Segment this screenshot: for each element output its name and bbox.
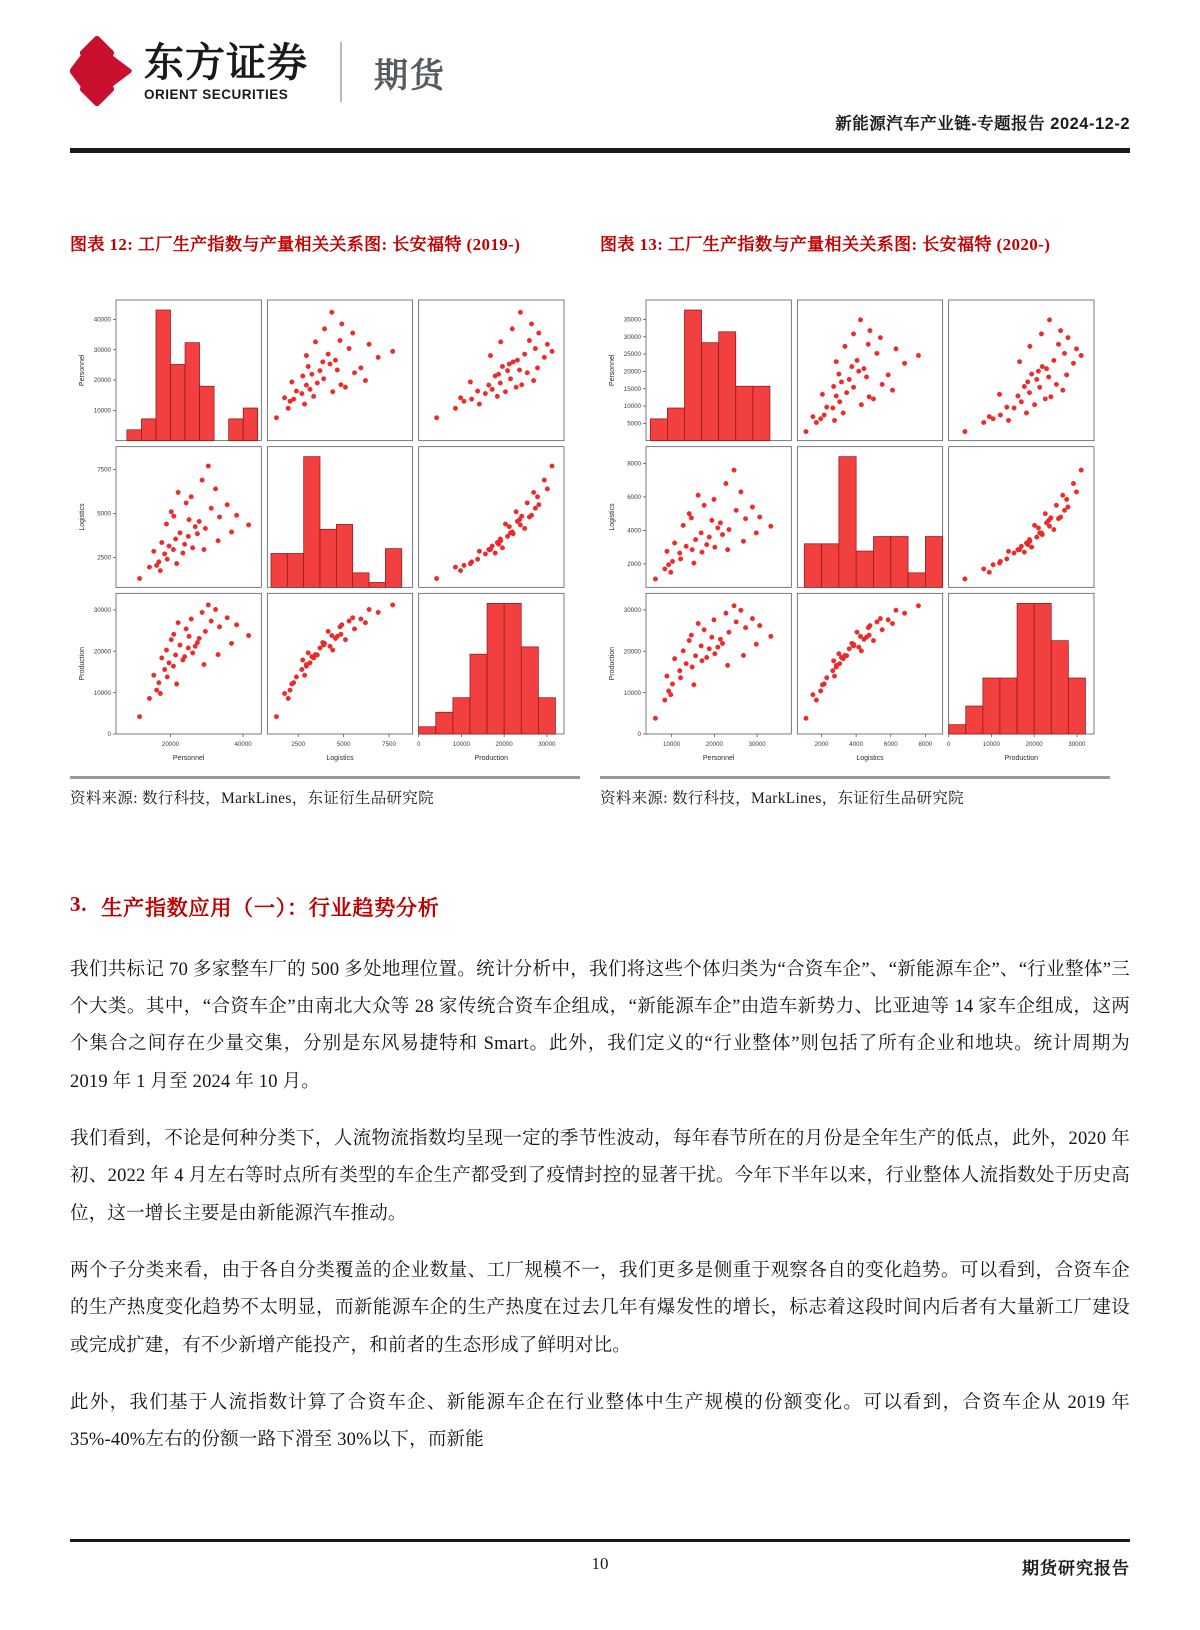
paragraph-3: 两个子分类来看，由于各自分类覆盖的企业数量、工厂规模不一，我们更多是侧重于观察各自的变化趋势。可以看到，合资车企的生产热度变化趋势不太明显，而新能源车企的生产热度在过去几年有爆发性的增长，标志着这段时间内后者有大量新工厂建设或完成扩建，有不少新增产能投产，和前者的生态形成了鲜明对比。 <box>70 1261 1130 1356</box>
svg-text:4000: 4000 <box>849 741 864 748</box>
svg-text:20000: 20000 <box>495 741 513 748</box>
svg-text:6000: 6000 <box>883 741 898 748</box>
section-heading <box>70 892 1130 922</box>
figure-13-title: 图表 13: 工厂生产指数与产量相关关系图: 长安福特 (2020-) <box>600 235 1051 254</box>
scatter-matrix-13 <box>600 292 1100 770</box>
figure-12-source: 资料来源: 数行科技，MarkLines，东证衍生品研究院 <box>70 789 434 807</box>
svg-text:0: 0 <box>946 741 951 748</box>
orient-securities-diamond-icon <box>70 38 128 106</box>
svg-text:10000: 10000 <box>93 689 111 697</box>
svg-text:0: 0 <box>637 731 641 739</box>
scatter-matrix-12 <box>70 292 570 770</box>
figure-12-title: 图表 12: 工厂生产指数与产量相关关系图: 长安福特 (2019-) <box>70 235 521 254</box>
svg-text:15000: 15000 <box>623 385 641 393</box>
svg-text:20000: 20000 <box>705 741 724 748</box>
svg-text:2000: 2000 <box>627 561 641 569</box>
svg-text:Personnel: Personnel <box>609 354 616 387</box>
header-divider-rule <box>70 148 1130 153</box>
footer-report-label: 期货研究报告 <box>1022 1559 1130 1578</box>
svg-text:20000: 20000 <box>623 648 641 656</box>
svg-text:2500: 2500 <box>291 741 306 748</box>
logo-divider <box>340 42 342 102</box>
svg-text:30000: 30000 <box>623 607 641 615</box>
svg-text:30000: 30000 <box>1068 741 1086 748</box>
svg-text:8000: 8000 <box>918 741 933 748</box>
svg-text:30000: 30000 <box>748 741 766 748</box>
svg-text:30000: 30000 <box>93 346 111 354</box>
svg-text:Personnel: Personnel <box>702 755 735 762</box>
svg-text:20000: 20000 <box>93 648 111 656</box>
svg-text:Logistics: Logistics <box>856 755 884 762</box>
figure-13-source: 资料来源: 数行科技，MarkLines，东证衍生品研究院 <box>600 789 964 807</box>
svg-text:40000: 40000 <box>93 316 111 324</box>
paragraph-4: 此外，我们基于人流指数计算了合资车企、新能源车企在行业整体中生产规模的份额变化。可以看到，合资车企从 2019 年 35%-40%左右的份额一路下滑至 30%以下，而新能 <box>70 1393 1130 1451</box>
figure-row <box>70 232 1130 808</box>
svg-text:8000: 8000 <box>627 460 641 468</box>
svg-text:10000: 10000 <box>663 741 681 748</box>
page-header <box>70 0 1130 150</box>
svg-text:Logistics: Logistics <box>326 755 354 762</box>
logo-division-label: 期货 <box>374 56 446 95</box>
svg-text:10000: 10000 <box>982 741 1001 748</box>
body-text <box>70 952 1130 1460</box>
svg-text:0: 0 <box>416 741 421 748</box>
section-title: 生产指数应用（一）：行业趋势分析 <box>101 895 440 920</box>
page-footer <box>70 1554 1130 1584</box>
svg-text:7500: 7500 <box>382 741 396 748</box>
logo-wordmark <box>144 42 308 102</box>
svg-text:Production: Production <box>79 646 86 681</box>
svg-text:10000: 10000 <box>452 741 471 748</box>
svg-text:20000: 20000 <box>93 377 111 385</box>
figure-13-chart <box>600 292 1110 770</box>
section-number: 3. <box>70 891 88 916</box>
svg-text:20000: 20000 <box>1025 741 1043 748</box>
svg-text:5000: 5000 <box>97 510 111 518</box>
svg-text:5000: 5000 <box>336 741 351 748</box>
logo-english-name: ORIENT SECURITIES <box>144 87 289 102</box>
svg-text:30000: 30000 <box>538 741 556 748</box>
figure-12 <box>70 232 580 808</box>
svg-text:Production: Production <box>1004 755 1039 762</box>
svg-text:4000: 4000 <box>627 527 641 535</box>
svg-text:Production: Production <box>474 755 509 762</box>
svg-text:0: 0 <box>107 731 111 739</box>
svg-text:2500: 2500 <box>97 554 111 562</box>
svg-text:30000: 30000 <box>93 607 111 615</box>
svg-text:40000: 40000 <box>234 741 252 748</box>
svg-text:Personnel: Personnel <box>172 755 205 762</box>
company-logo <box>70 38 1130 106</box>
svg-text:30000: 30000 <box>623 333 641 341</box>
svg-text:Logistics: Logistics <box>79 503 86 531</box>
svg-text:5000: 5000 <box>627 420 641 428</box>
svg-text:7500: 7500 <box>97 466 111 474</box>
paragraph-2: 我们看到，不论是何种分类下，人流物流指数均呈现一定的季节性波动，每年春节所在的月份是全年生产的低点，此外，2020 年初、2022 年 4 月左右等时点所有类型的车企生产都受到了疫情封控的显著干扰。今年下半年以来，行业整体人流指数处于历史高位，这一增长主要是由新能源汽车推动。 <box>70 1128 1130 1224</box>
figure-13 <box>600 232 1110 808</box>
footer-divider-rule <box>70 1539 1130 1542</box>
svg-text:10000: 10000 <box>623 689 641 697</box>
paragraph-1: 我们共标记 70 多家整车厂的 500 多处地理位置。统计分析中，我们将这些个体归类为“合资车企”、“新能源车企”、“行业整体”三个大类。其中，“合资车企”由南北大众等 28 家传统合资车企组成，“新能源车企”由造车新势力、比亚迪等 14 家车企组成，这两个集合之间存在少量交集，分别是东风易捷特和 Smart。此外，我们定义的“行业整体”则包括了所有企业和地块。统计周期为 2019 年 1 月至 2024 年 10 月。 <box>70 959 1130 1092</box>
page-number: 10 <box>591 1554 609 1573</box>
svg-text:Personnel: Personnel <box>79 354 86 387</box>
svg-text:20000: 20000 <box>623 368 641 376</box>
svg-text:Logistics: Logistics <box>609 503 616 531</box>
logo-chinese-name: 东方证券 <box>144 41 308 85</box>
svg-text:Production: Production <box>609 646 616 681</box>
svg-text:10000: 10000 <box>93 407 111 415</box>
svg-text:20000: 20000 <box>161 741 180 748</box>
svg-text:25000: 25000 <box>623 351 641 359</box>
svg-text:6000: 6000 <box>627 494 641 502</box>
figure-12-chart <box>70 292 580 770</box>
svg-text:35000: 35000 <box>623 316 641 324</box>
report-series-line: 新能源汽车产业链-专题报告 2024-12-2 <box>835 115 1130 133</box>
svg-text:2000: 2000 <box>814 741 829 748</box>
svg-text:10000: 10000 <box>623 403 641 411</box>
